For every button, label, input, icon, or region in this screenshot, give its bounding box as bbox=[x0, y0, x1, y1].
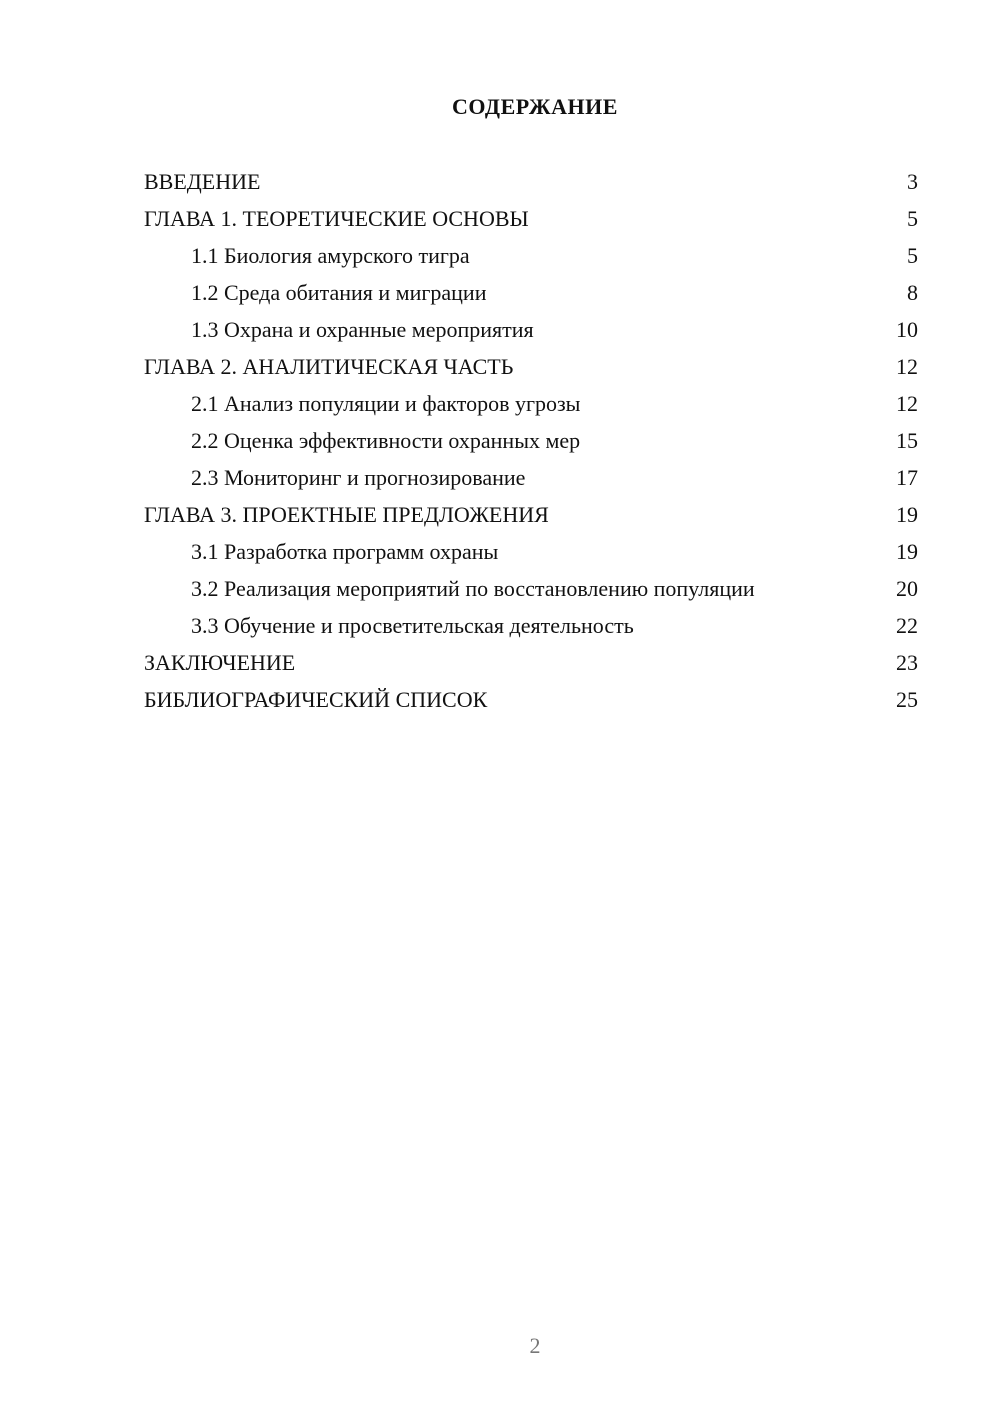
toc-entry-page: 12 bbox=[896, 391, 918, 416]
toc-entry-text: 3.2 Реализация мероприятий по восстановлению популяции bbox=[191, 576, 755, 601]
toc-entry bbox=[144, 538, 918, 565]
toc-entry bbox=[144, 464, 918, 491]
toc-entry-text: 1.3 Охрана и охранные мероприятия bbox=[191, 317, 534, 342]
toc-entry bbox=[144, 427, 918, 454]
toc-entry bbox=[144, 575, 918, 602]
toc-entry-page: 12 bbox=[896, 354, 918, 379]
toc-entry-page: 23 bbox=[896, 650, 918, 675]
toc-entry bbox=[144, 501, 918, 528]
toc-entry-page: 8 bbox=[907, 280, 918, 305]
toc-entry-text: 3.1 Разработка программ охраны bbox=[191, 539, 499, 564]
toc-entry-text: 2.3 Мониторинг и прогнозирование bbox=[191, 465, 526, 490]
toc-title: СОДЕРЖАНИЕ bbox=[452, 94, 618, 119]
toc-entry-text: 2.1 Анализ популяции и факторов угрозы bbox=[191, 391, 581, 416]
toc-entry-text: 3.3 Обучение и просветительская деятельность bbox=[191, 613, 634, 638]
toc-entry-page: 15 bbox=[896, 428, 918, 453]
toc-entry-page: 25 bbox=[896, 687, 918, 712]
toc-entry-text: ГЛАВА 2. АНАЛИТИЧЕСКАЯ ЧАСТЬ bbox=[144, 354, 514, 379]
toc-entry-page: 5 bbox=[907, 243, 918, 268]
toc-entry-page: 19 bbox=[896, 539, 918, 564]
toc-entry-text: 2.2 Оценка эффективности охранных мер bbox=[191, 428, 581, 453]
toc-entry bbox=[144, 205, 918, 232]
table-of-contents bbox=[144, 168, 918, 723]
toc-entry-text: 1.1 Биология амурского тигра bbox=[191, 243, 470, 268]
toc-entry-page: 10 bbox=[896, 317, 918, 342]
toc-entry bbox=[144, 353, 918, 380]
toc-entry-text: ГЛАВА 3. ПРОЕКТНЫЕ ПРЕДЛОЖЕНИЯ bbox=[144, 502, 549, 527]
toc-entry-page: 17 bbox=[896, 465, 918, 490]
toc-entry-text: БИБЛИОГРАФИЧЕСКИЙ СПИСОК bbox=[144, 687, 488, 712]
toc-entry-page: 19 bbox=[896, 502, 918, 527]
toc-entry-page: 5 bbox=[907, 206, 918, 231]
toc-entry bbox=[144, 242, 918, 269]
toc-entry-text: ВВЕДЕНИЕ bbox=[144, 169, 261, 194]
toc-entry-page: 3 bbox=[907, 169, 918, 194]
toc-entry bbox=[144, 649, 918, 676]
toc-entry bbox=[144, 168, 918, 195]
page-number: 2 bbox=[529, 1333, 541, 1358]
toc-entry bbox=[144, 612, 918, 639]
toc-entry bbox=[144, 279, 918, 306]
toc-entry-text: 1.2 Среда обитания и миграции bbox=[191, 280, 487, 305]
toc-entry bbox=[144, 316, 918, 343]
toc-entry-page: 20 bbox=[896, 576, 918, 601]
toc-entry bbox=[144, 390, 918, 417]
toc-entry bbox=[144, 686, 918, 713]
toc-entry-page: 22 bbox=[896, 613, 918, 638]
toc-entry-text: ЗАКЛЮЧЕНИЕ bbox=[144, 650, 296, 675]
toc-entry-text: ГЛАВА 1. ТЕОРЕТИЧЕСКИЕ ОСНОВЫ bbox=[144, 206, 529, 231]
